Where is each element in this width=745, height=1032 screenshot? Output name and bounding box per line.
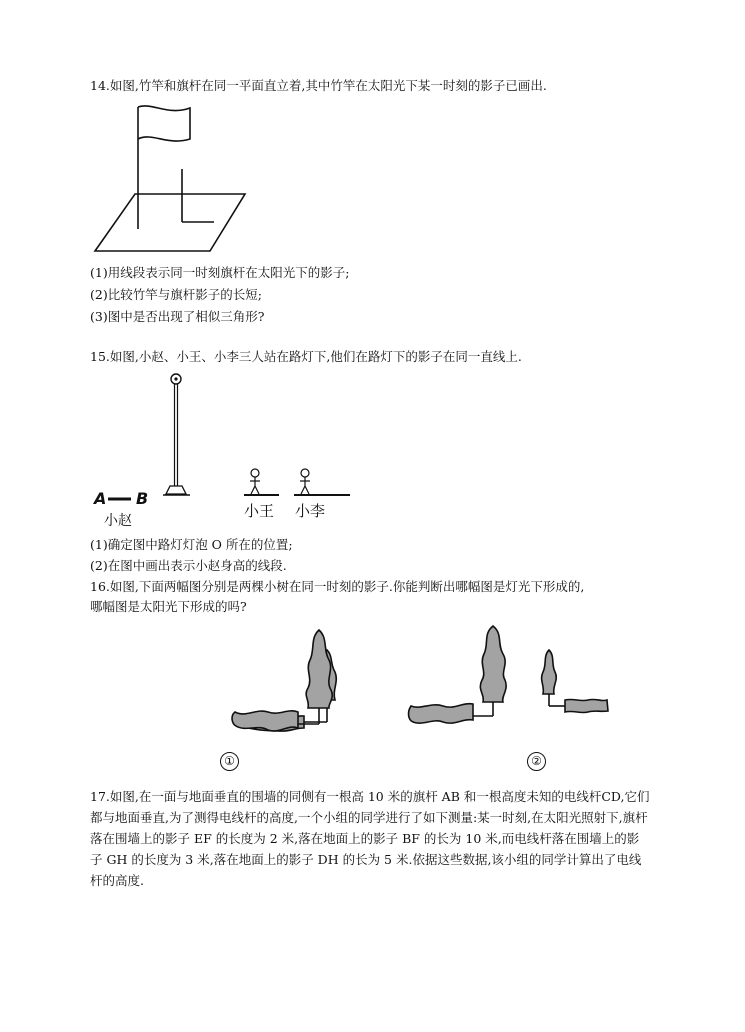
xiaowang-label: 小王 <box>244 502 275 520</box>
point-a-label: A <box>94 489 107 508</box>
tree-figure-2b <box>530 640 612 722</box>
q14-part-3: (3)图中是否出现了相似三角形? <box>90 309 265 324</box>
figure-1-label: ① <box>220 752 239 771</box>
flag-bamboo-figure <box>90 104 250 256</box>
q15-part-2: (2)在图中画出表示小赵身高的线段. <box>90 558 287 573</box>
xiaoli-label: 小李 <box>295 502 326 520</box>
q14-part-1: (1)用线段表示同一时刻旗杆在太阳光下的影子; <box>90 265 350 280</box>
figure-2-label: ② <box>527 752 546 771</box>
q14-part-2: (2)比较竹竿与旗杆影子的长短; <box>90 287 262 302</box>
point-b-label: B <box>136 489 149 508</box>
q14-stem: 14.如图,竹竿和旗杆在同一平面直立着,其中竹竿在太阳光下某一时刻的影子已画出. <box>90 78 547 93</box>
q15-part-1: (1)确定图中路灯灯泡 O 所在的位置; <box>90 537 293 552</box>
tree-figure-1b <box>222 628 362 746</box>
q16-stem-line-1: 16.如图,下面两幅图分别是两棵小树在同一时刻的影子.你能判断出哪幅图是灯光下形成的, <box>90 579 585 594</box>
xiaozhao-label: 小赵 <box>104 513 132 529</box>
q17-text: 17.如图,在一面与地面垂直的围墙的同侧有一根高 10 米的旗杆 AB 和一根高度未知的电线杆CD,它们都与地面垂直,为了测得电线杆的高度,一个小组的同学进行了如下测量:某一时刻,在太阳光照射下,旗杆落在围墙上的影子 EF 的长度为 2 米,落在地面上的影子 BF 的长为 10 米,而电线杆落在围墙上的影子 GH 的长度为 3 米,落在地面上的影子 DH 的长为 5 米.依据这些数据,该小组的同学计算出了电线杆的高度. <box>90 789 650 888</box>
q16-stem-line-2: 哪幅图是太阳光下形成的吗? <box>90 599 247 614</box>
street-lamp-figure <box>90 370 360 510</box>
tree-figure-2 <box>405 620 525 730</box>
q15-stem: 15.如图,小赵、小王、小李三人站在路灯下,他们在路灯下的影子在同一直线上. <box>90 349 522 364</box>
